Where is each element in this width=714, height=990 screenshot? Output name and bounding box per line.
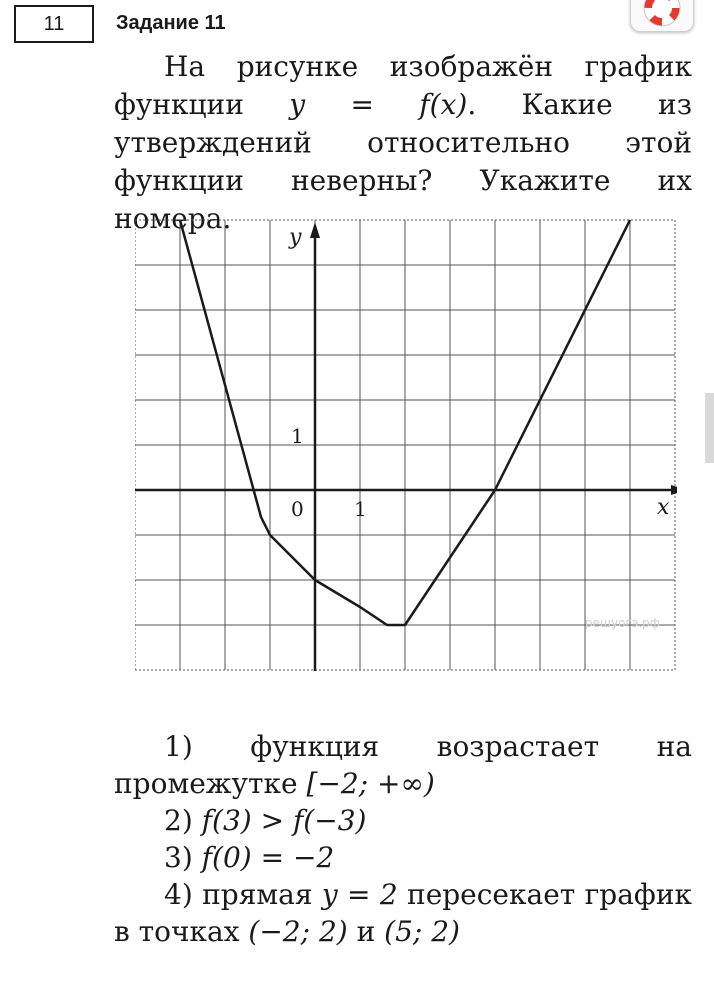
question-text-before: На рисунке изображён график функции [114,50,692,121]
task-title: Задание 11 [116,12,226,34]
x-axis-label: x [657,495,670,520]
statement-text: прямая [202,878,322,911]
watermark: решуогэ.рф [585,616,661,630]
x-axis-arrow [671,485,677,495]
statement-math: y = 2 [321,878,398,911]
question-text-after: . Какие из утверждений относительно этой функции неверны? Укажите их номера. [114,88,692,235]
grid [135,220,675,670]
statement-number: 1) [164,730,193,763]
y-axis-label: y [289,225,302,250]
statement-4 [114,876,692,950]
statement-math-2: (−2; 2) [248,915,348,948]
statement-math: f(3) > f(−3) [201,804,367,837]
y-axis-arrow [310,222,320,238]
task-number: 11 [43,12,65,35]
statement-number: 4) [164,878,193,911]
x-unit-tick-label: 1 [354,497,367,521]
statement-text-2: пересекает график в точках [114,878,692,948]
function-formula: y = f(x) [289,88,468,121]
statement-2 [114,802,692,839]
statement-1 [114,728,692,802]
statement-math: [−2; +∞) [306,767,435,800]
statement-number: 2) [164,804,193,837]
statement-3 [114,839,692,876]
statement-number: 3) [164,841,193,874]
statements-list [114,728,692,950]
statement-text-3: и [347,915,385,948]
task-number-box [14,5,94,43]
statement-math: f(0) = −2 [201,841,335,874]
function-graph [135,215,677,671]
origin-label: 0 [291,497,304,521]
statement-text: функция возрастает на промежутке [114,730,692,800]
y-unit-tick-label: 1 [291,424,304,448]
scrollbar-thumb[interactable] [705,393,714,463]
help-button[interactable] [630,0,694,32]
lifebuoy-icon [642,0,682,28]
question-text [114,48,692,238]
statement-math-3: (5; 2) [384,915,460,948]
